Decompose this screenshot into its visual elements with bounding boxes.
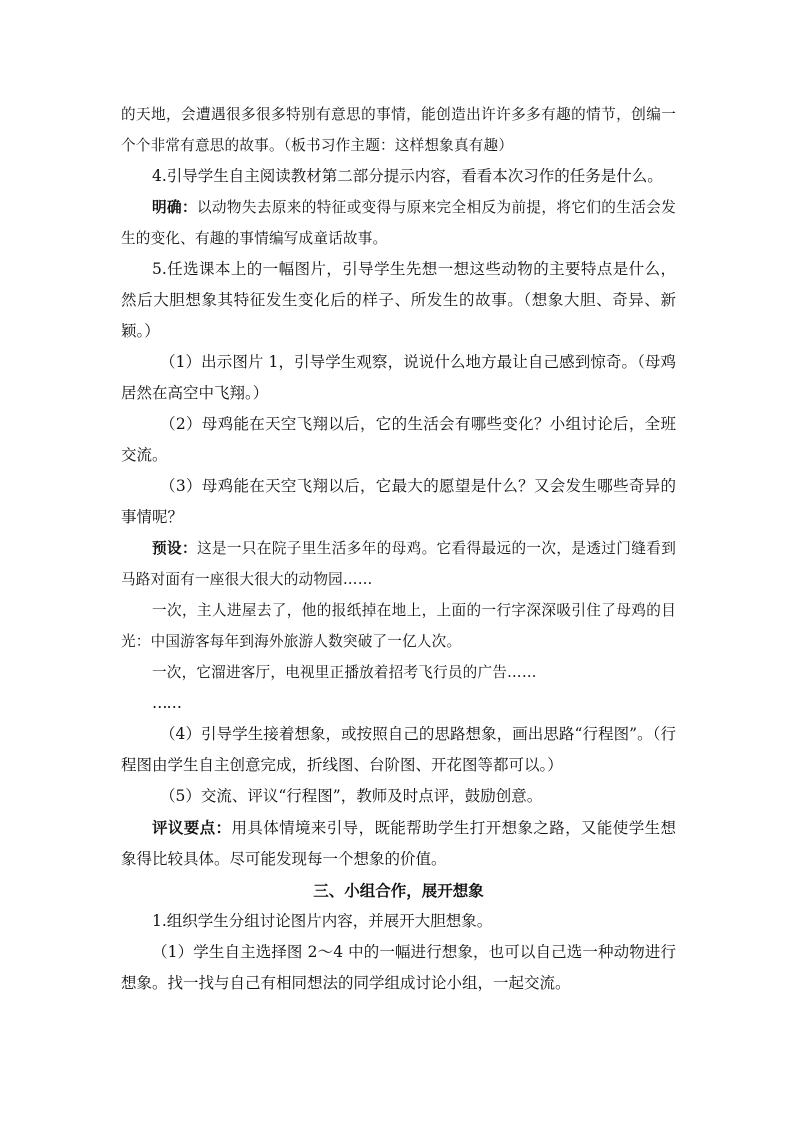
clarify-label: 明确： (152, 199, 197, 216)
paragraph-evaluation (121, 812, 676, 875)
paragraph-step-4: 4.引导学生自主阅读教材第二部分提示内容，看看本次习作的任务是什么。 (152, 167, 663, 185)
paragraph-step-1-1: （1）学生自主选择图 2～4 中的一幅进行想象，也可以自己选一种动物进行想象。找一找与自己有相同想法的同学组成讨论小组，一起交流。 (121, 943, 676, 992)
paragraph-story-1: 一次，主人进屋去了，他的报纸掉在地上，上面的一行字深深吸引住了母鸡的目光：中国游客每年到海外旅游人数突破了一亿人次。 (121, 602, 676, 650)
paragraph-step-5: 5.任选课本上的一幅图片，引导学生先想一想这些动物的主要特点是什么，然后大胆想象其特征发生变化后的样子、所发生的故事。（想象大胆、奇异、新颖。） (121, 260, 676, 340)
paragraph-step-5-1: （1）出示图片 1，引导学生观察，说说什么地方最让自己感到惊奇。（母鸡居然在高空中飞翔。） (121, 353, 676, 402)
evaluation-text: 用具体情境来引导，既能帮助学生打开想象之路，又能使学生想象得比较具体。尽可能发现每一个想象的价值。 (121, 819, 676, 868)
paragraph-continued: 的天地，会遭遇很多很多特别有意思的事情，能创造出许许多多有趣的情节，创编一个个非常有意思的故事。（板书习作主题：这样想象真有趣） (121, 106, 676, 154)
paragraph-preset (121, 533, 676, 595)
paragraph-step-5-3: （3）母鸡能在天空飞翔以后，它最大的愿望是什么？又会发生哪些奇异的事情呢？ (121, 477, 676, 526)
preset-text: 这是一只在院子里生活多年的母鸡。它看得最远的一次，是透过门缝看到马路对面有一座很大很大的动物园…… (121, 540, 676, 588)
paragraph-step-5-4: （4）引导学生接着想象，或按照自己的思路想象，画出思路“行程图”。（行程图由学生自主创意完成，折线图、台阶图、开花图等都可以。） (121, 725, 676, 774)
page-body (121, 99, 676, 999)
paragraph-step-5-5: （5）交流、评议“行程图”，教师及时点评，鼓励创意。 (160, 787, 543, 805)
paragraph-clarify (121, 192, 676, 254)
section-heading: 三、小组合作，展开想象 (313, 881, 484, 900)
paragraph-step-5-2: （2）母鸡能在天空飞翔以后，它的生活会有哪些变化？小组讨论后，全班交流。 (121, 415, 676, 464)
paragraph-ellipsis: …… (152, 694, 181, 712)
preset-label: 预设： (152, 540, 197, 557)
paragraph-story-2: 一次，它溜进客厅，电视里正播放着招考飞行员的广告…… (152, 664, 537, 681)
paragraph-step-1: 1.组织学生分组讨论图片内容，并展开大胆想象。 (152, 912, 493, 930)
clarify-text: 以动物失去原来的特征或变得与原来完全相反为前提，将它们的生活会发生的变化、有趣的事情编写成童话故事。 (121, 199, 676, 247)
evaluation-label: 评议要点： (152, 818, 232, 837)
